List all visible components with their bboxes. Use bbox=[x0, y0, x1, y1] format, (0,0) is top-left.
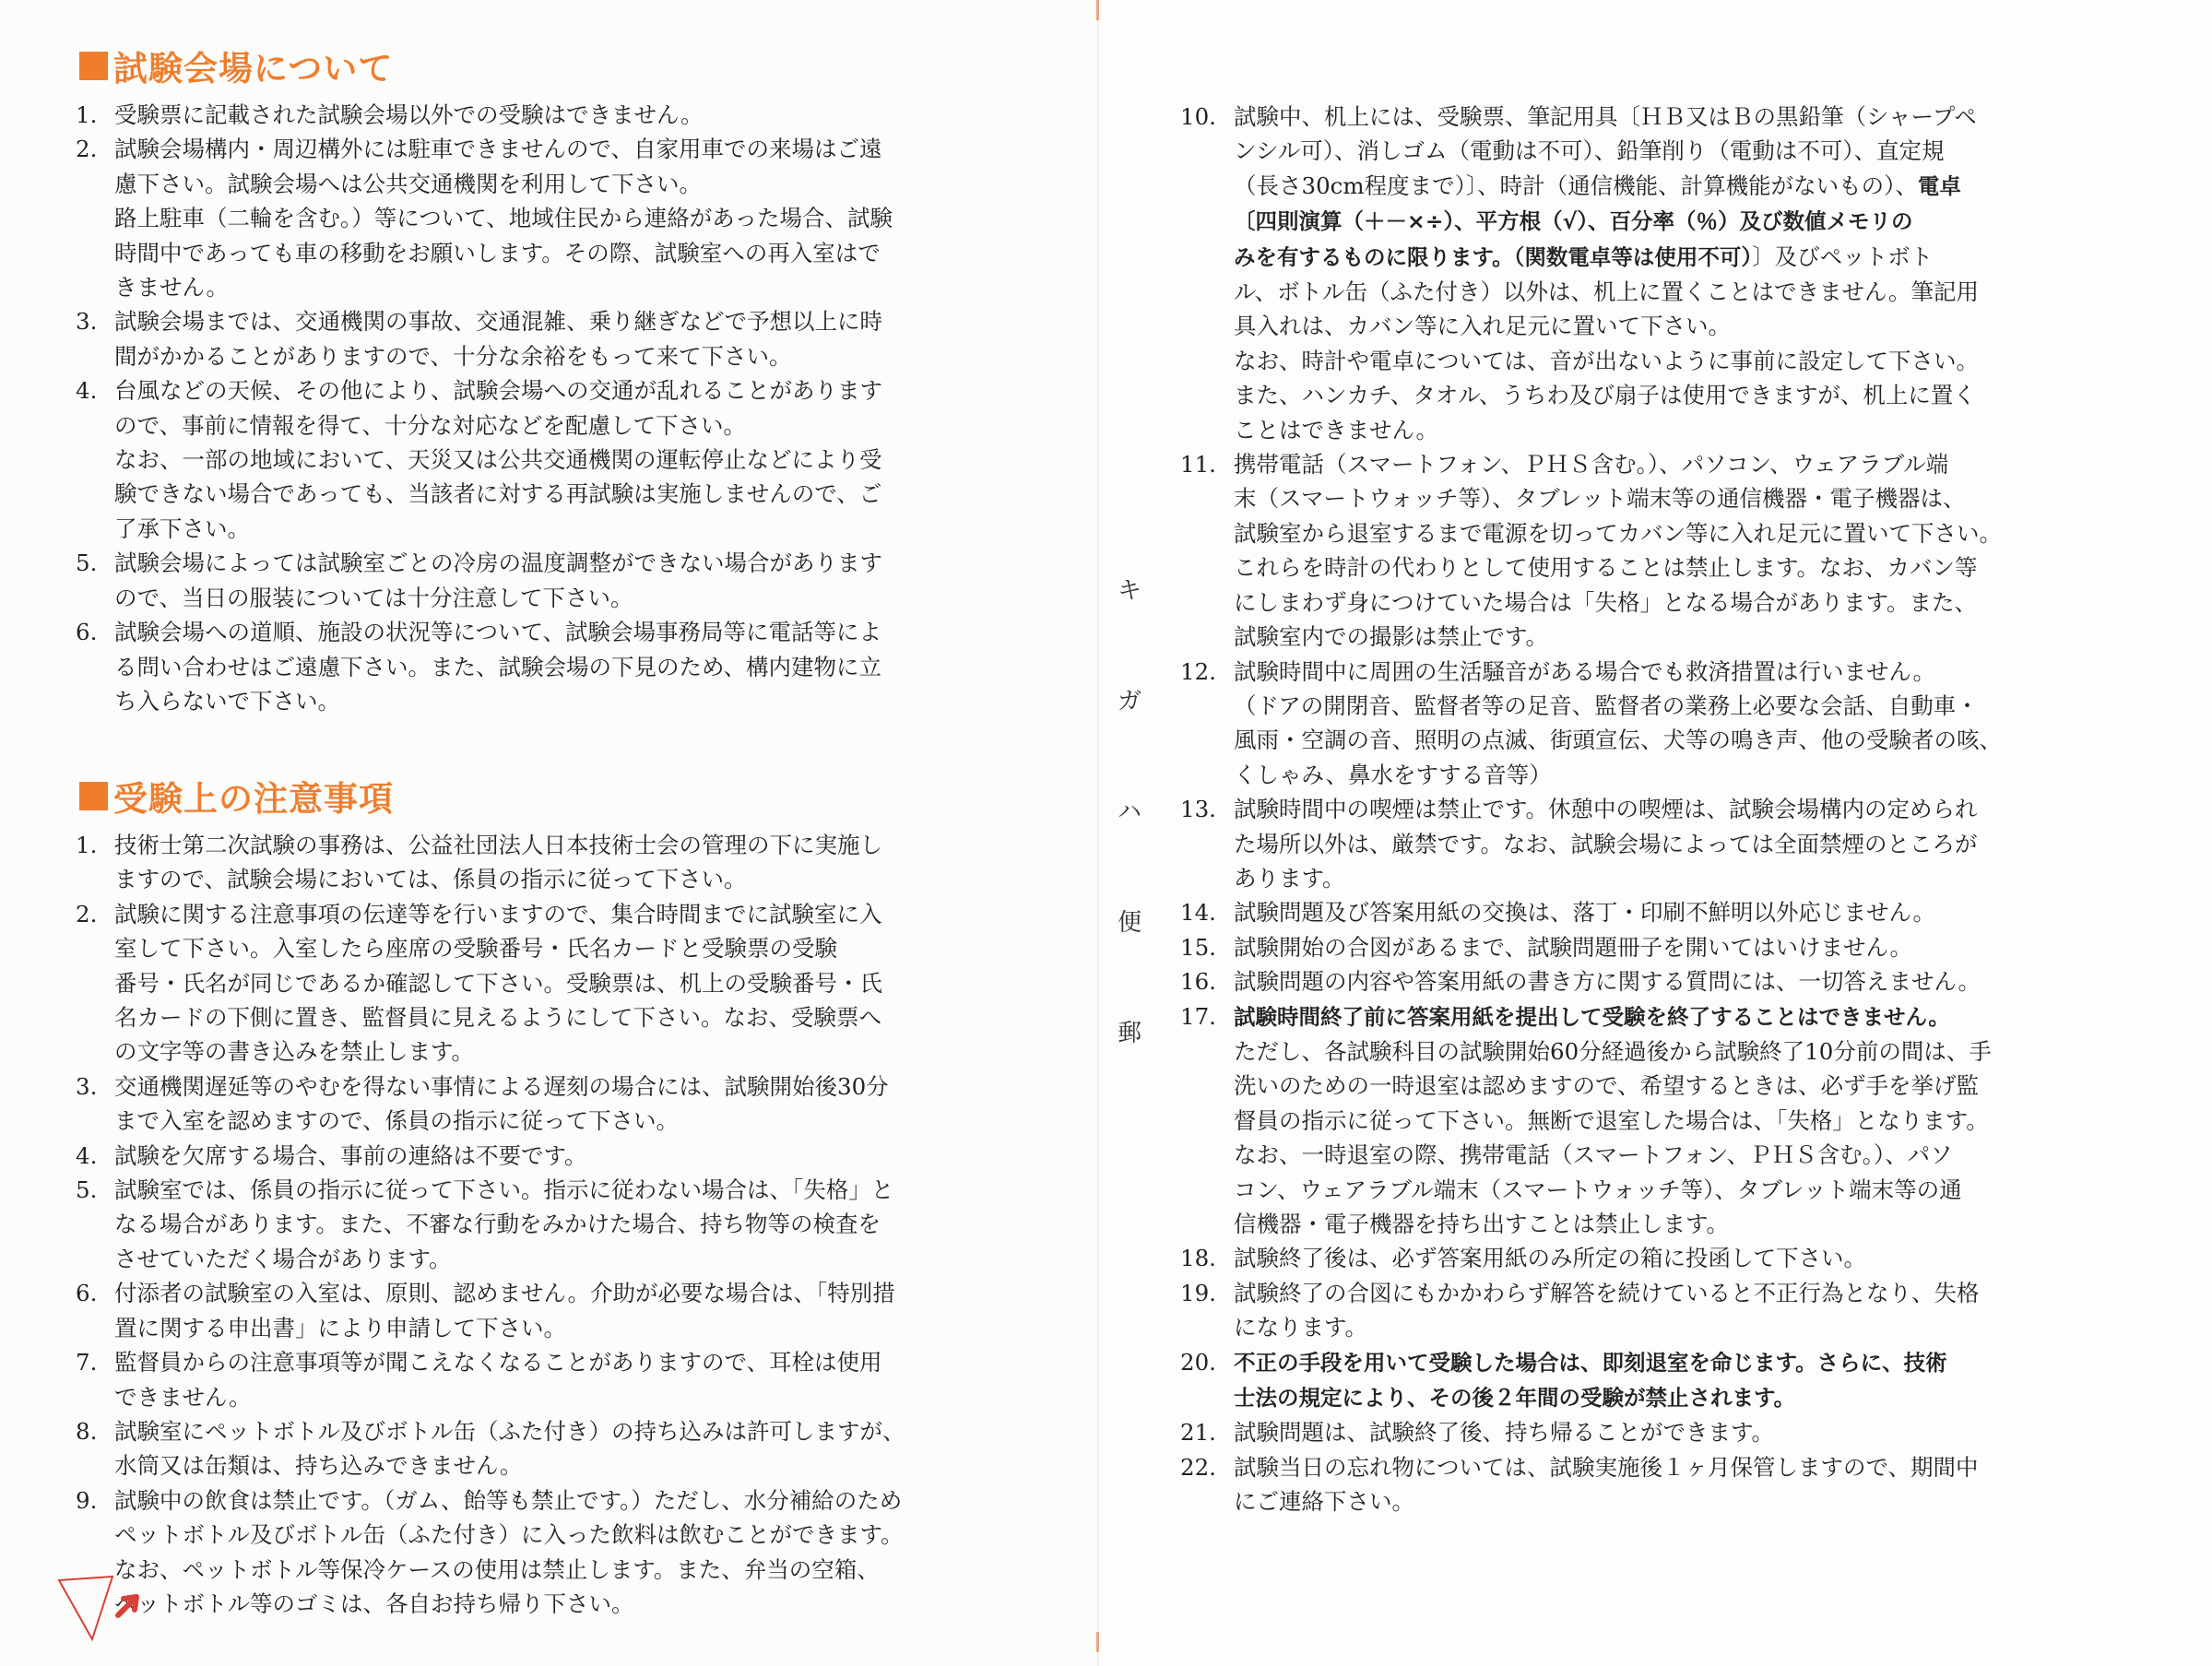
list-item bbox=[76, 304, 893, 373]
section-marker-icon bbox=[79, 782, 108, 810]
item-text: 受験票に記載された試験会場以外での受験はできません。 bbox=[114, 101, 704, 128]
section-marker-icon bbox=[79, 52, 108, 80]
item-text: 試験に関する注意事項の伝達等を行いますので、集合時間までに試験室に入 室して下さい。入室したら座席の受験番号・氏名カードと受験票の受験 番号・氏名が同じであるか確認して下さい。受験票は、机上の受験番号・氏 名カードの下側に置き、監督員に見えるようにして下さい。なお、受験票へ の文字等の書き込みを禁止します。 bbox=[114, 900, 882, 1066]
item-number: 17. bbox=[1180, 1002, 1216, 1030]
item-number: 19. bbox=[1180, 1279, 1216, 1306]
fold-mark-top bbox=[1096, 0, 1099, 20]
item-number: 16. bbox=[1180, 968, 1216, 996]
item-number: 18. bbox=[1180, 1245, 1216, 1272]
item-number: 10. bbox=[1180, 103, 1216, 130]
item-number: 2. bbox=[76, 900, 98, 928]
item-number: 5. bbox=[76, 1176, 98, 1204]
item-number: 13. bbox=[1180, 796, 1216, 823]
item-text: 試験会場までは、交通機関の事故、交通混雑、乗り継ぎなどで予想以上に時 間がかかることがありますので、十分な余裕をもって来て下さい。 bbox=[114, 308, 882, 370]
item-text: 試験問題及び答案用紙の交換は、落丁・印刷不鮮明以外応じません。 bbox=[1234, 899, 1935, 927]
item-number: 11. bbox=[1180, 451, 1216, 479]
list-item bbox=[1180, 930, 2002, 964]
item-number: 15. bbox=[1180, 933, 1216, 961]
item-text: 〕及びペットボト ル、ボトル缶（ふた付き）以外は、机上に置くことはできません。筆記用 具入れは、カバン等に入れ足元に置いて下さい。 なお、時計や電卓については、音が出ないように事前に設定して下さい。 また、ハンカチ、タオル、うちわ及び扇子は使用できますが、机上に置く ことはできません。 bbox=[1234, 242, 1980, 443]
postcard-char: ガ bbox=[1117, 688, 1141, 715]
list-item bbox=[76, 546, 893, 615]
postcard-char: ハ bbox=[1117, 798, 1141, 826]
list-item bbox=[1180, 655, 2002, 793]
item-number: 1. bbox=[76, 101, 98, 128]
list-item bbox=[1180, 447, 2002, 654]
item-text: 試験室では、係員の指示に従って下さい。指示に従わない場合は、「失格」と なる場合があります。また、不審な行動をみかけた場合、持ち物等の検査を させていただく場合があります。 bbox=[114, 1176, 894, 1272]
list-item bbox=[76, 1345, 905, 1414]
item-text: 試験会場への道順、施設の状況等について、試験会場事務局等に電話等によ る問い合わせはご遠慮下さい。また、試験会場の下見のため、構内建物に立 ち入らないで下さい。 bbox=[114, 619, 882, 715]
list-item bbox=[76, 1276, 905, 1345]
list-item bbox=[1180, 895, 2002, 929]
item-text: 付添者の試験室の入室は、原則、認めません。介助が必要な場合は、「特別措 置に関する申出書」により申請して下さい。 bbox=[114, 1280, 895, 1341]
list-item bbox=[1180, 100, 2002, 447]
item-number: 21. bbox=[1180, 1419, 1216, 1447]
item-text: 試験会場構内・周辺構外には駐車できませんので、自家用車での来場はご遠 慮下さい。試験会場へは公共交通機関を利用して下さい。 路上駐車（二輪を含む。）等について、地域住民から連絡があった場合、試験 時間中であっても車の移動をお願いします。その際、試験室への再入室はで きません。 bbox=[114, 136, 893, 301]
item-number: 3. bbox=[76, 308, 98, 336]
item-text-bold: 電卓 〔四則演算（＋－×÷）、平方根（√）、百分率（％）及び数値メモリの みを有するものに限ります。（関数電卓等は使用不可） bbox=[1234, 172, 1961, 270]
item-text: 試験中の飲食は禁止です。（ガム、飴等も禁止です。）ただし、水分補給のため ペットボトル及びボトル缶（ふた付き）に入った飲料は飲むことができます。 なお、ペットボトル等保冷ケースの使用は禁止します。また、弁当の空箱、 ペットボトル等のゴミは、各自お持ち帰り下さい。 bbox=[114, 1486, 904, 1617]
fold-line bbox=[1097, 0, 1099, 1666]
section-title-exam-notes bbox=[79, 771, 394, 821]
list-item bbox=[76, 1173, 905, 1276]
item-text: 試験室にペットボトル及びボトル缶（ふた付き）の持ち込みは許可しますが、 水筒又は缶類は、持ち込みできません。 bbox=[114, 1417, 905, 1480]
item-text: 技術士第二次試験の事務は、公益社団法人日本技術士会の管理の下に実施し ますので、試験会場においては、係員の指示に従って下さい。 bbox=[114, 832, 882, 893]
item-number: 6. bbox=[76, 1280, 98, 1307]
item-text: 試験会場によっては試験室ごとの冷房の温度調整ができない場合があります ので、当日の服装については十分注意して下さい。 bbox=[114, 549, 882, 611]
item-text: 試験開始の合図があるまで、試験問題冊子を開いてはいけません。 bbox=[1234, 933, 1912, 961]
list-item bbox=[76, 132, 893, 304]
tear-corner-icon bbox=[57, 1575, 140, 1648]
list-item bbox=[1180, 1345, 2002, 1416]
section-title-text: 試験会場について bbox=[113, 49, 394, 89]
list-item bbox=[1180, 792, 2002, 895]
postcard-label bbox=[1116, 572, 1143, 1125]
item-number: 4. bbox=[76, 1141, 98, 1169]
exam-notes-list bbox=[76, 828, 905, 1621]
item-text: 試験時間中に周囲の生活騒音がある場合でも救済措置は行いません。 （ドアの開閉音、監督者等の足音、監督者の業務上必要な会話、自動車・ 風雨・空調の音、照明の点滅、街頭宣伝、犬等の鳴き声、他の受験者の咳、 くしゃみ、鼻水をすする音等） bbox=[1234, 657, 2002, 788]
item-number: 9. bbox=[76, 1486, 98, 1514]
postcard-char: 郵 bbox=[1117, 1020, 1141, 1047]
item-number: 12. bbox=[1180, 657, 1216, 685]
postcard-char: 便 bbox=[1117, 909, 1141, 937]
list-item bbox=[1180, 964, 2002, 998]
list-item bbox=[76, 1414, 905, 1483]
item-number: 5. bbox=[76, 549, 98, 577]
item-number: 22. bbox=[1180, 1453, 1216, 1481]
venue-list bbox=[76, 98, 893, 718]
list-item bbox=[76, 98, 893, 132]
list-item bbox=[76, 1483, 905, 1622]
exam-notes-list-continued bbox=[1180, 100, 2002, 1519]
list-item bbox=[1180, 1415, 2002, 1449]
item-text-bold: 試験時間終了前に答案用紙を提出して受験を終了することはできません。 bbox=[1234, 1003, 1950, 1030]
list-item bbox=[76, 373, 893, 546]
item-text: 試験当日の忘れ物については、試験実施後１ヶ月保管しますので、期間中 にご連絡下さい。 bbox=[1234, 1453, 1979, 1516]
item-number: 8. bbox=[76, 1417, 98, 1445]
item-number: 20. bbox=[1180, 1348, 1216, 1376]
section-title-venue bbox=[79, 41, 393, 90]
item-number: 2. bbox=[76, 136, 98, 163]
list-item bbox=[76, 1069, 905, 1139]
item-number: 6. bbox=[76, 619, 98, 646]
item-text: 試験終了後は、必ず答案用紙のみ所定の箱に投函して下さい。 bbox=[1234, 1245, 1866, 1272]
item-number: 7. bbox=[76, 1349, 98, 1377]
list-item bbox=[1180, 999, 2002, 1242]
item-text: 台風などの天候、その他により、試験会場への交通が乱れることがあります ので、事前に情報を得て、十分な対応などを配慮して下さい。 なお、一部の地域において、天災又は公共交通機関の運転停止などにより受 験できない場合であっても、当該者に対する再試験は実施しませんので、ご 了承下さい。 bbox=[114, 377, 882, 542]
section-title-text: 受験上の注意事項 bbox=[113, 779, 394, 819]
item-text: 試験終了の合図にもかかわらず解答を続けていると不正行為となり、失格 になります。 bbox=[1234, 1279, 1980, 1341]
item-text: 試験問題の内容や答案用紙の書き方に関する質問には、一切答えません。 bbox=[1234, 968, 1981, 996]
list-item bbox=[1180, 1450, 2002, 1519]
item-text: 試験を欠席する場合、事前の連絡は不要です。 bbox=[114, 1141, 587, 1169]
fold-mark-bottom bbox=[1096, 1632, 1099, 1652]
list-item bbox=[76, 1139, 905, 1173]
postcard-char: キ bbox=[1117, 577, 1141, 605]
item-text: 監督員からの注意事項等が聞こえなくなることがありますので、耳栓は使用 できません。 bbox=[114, 1349, 882, 1411]
item-text: ただし、各試験科目の試験開始60分経過後から試験終了10分前の間は、手 洗いのための一時退室は認めますので、希望するときは、必ず手を挙げ監 督員の指示に従って下さい。無断で退室した場合は、「失格」となります。 なお、一時退室の際、携帯電話（スマートフォン、ＰＨＳ含む。）、パソ コン、ウェアラブル端末（スマートウォッチ等）、タブレット端末等の通 信機器・電子機器を持ち出すことは禁止します。 bbox=[1234, 1037, 1992, 1237]
item-text: 試験中、机上には、受験票、筆記用具〔ＨＢ又はＢの黒鉛筆（シャープペ ンシル可）、消しゴム（電動は不可）、鉛筆削り（電動は不可）、直定規 （長さ30cm程度まで）〕、時計（通信機能、計算機能がないもの）、 bbox=[1234, 103, 1977, 199]
item-number: 14. bbox=[1180, 899, 1216, 927]
item-text: 試験問題は、試験終了後、持ち帰ることができます。 bbox=[1234, 1419, 1775, 1447]
item-text-bold: 不正の手段を用いて受験した場合は、即刻退室を命じます。さらに、技術 士法の規定により、その後２年間の受験が禁止されます。 bbox=[1234, 1349, 1947, 1412]
item-number: 1. bbox=[76, 832, 98, 858]
item-number: 3. bbox=[76, 1072, 98, 1100]
list-item bbox=[76, 828, 905, 897]
item-text: 試験時間中の喫煙は禁止です。休憩中の喫煙は、試験会場構内の定められ た場所以外は、厳禁です。なお、試験会場によっては全面禁煙のところが あります。 bbox=[1234, 796, 1978, 892]
list-item bbox=[76, 897, 905, 1069]
item-text: 交通機関遅延等のやむを得ない事情による遅刻の場合には、試験開始後30分 まで入室を認めますので、係員の指示に従って下さい。 bbox=[114, 1072, 889, 1135]
list-item bbox=[1180, 1276, 2002, 1345]
list-item bbox=[76, 615, 893, 718]
item-text: 携帯電話（スマートフォン、ＰＨＳ含む。）、パソコン、ウェアラブル端 末（スマートウォッチ等）、タブレット端末等の通信機器・電子機器は、 試験室から退室するまで電源を切ってカバン等に入れ足元に置いて下さい。 これらを時計の代わりとして使用することは禁止します。なお、カバン等 にしまわず身につけていた場合は「失格」となる場合があります。また、 試験室内での撮影は禁止です。 bbox=[1234, 451, 2002, 651]
item-number: 4. bbox=[76, 377, 98, 405]
list-item bbox=[1180, 1241, 2002, 1275]
